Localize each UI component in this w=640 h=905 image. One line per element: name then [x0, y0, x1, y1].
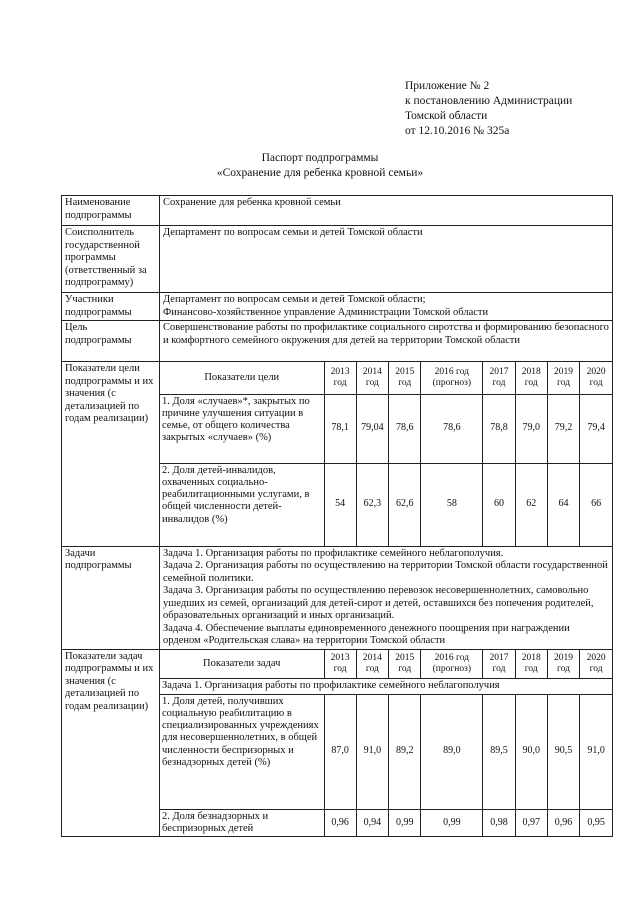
indicator-value: 78,8: [483, 394, 515, 463]
appendix-line: от 12.10.2016 № 325а: [405, 125, 510, 137]
indicator-value: 54: [324, 463, 356, 546]
indicator-value: 64: [547, 463, 579, 546]
indicator-value: 79,4: [580, 394, 612, 463]
year-header: 2019 год: [547, 362, 579, 394]
indicator-value: 89,0: [421, 694, 483, 809]
row-value: Сохранение для ребенка кровной семьи: [160, 196, 613, 226]
row-label: Наименование подпрограммы: [62, 196, 160, 226]
indicator-value: 0,95: [580, 809, 612, 836]
row-label: Показатели цели подпрограммы и их значения (с детализацией по годам реализации): [62, 362, 160, 547]
participant: Департамент по вопросам семьи и детей Томской области;: [163, 294, 426, 305]
document-subtitle: «Сохранение для ребенка кровной семьи»: [216, 167, 424, 179]
row-name: [62, 196, 613, 226]
participant: Финансово-хозяйственное управление Администрации Томской области: [163, 306, 489, 318]
year-header: 2017 год: [483, 362, 515, 394]
task-item: Задача 3. Организация работы по осуществлению перевозок несовершеннолетних, самовольно ушедших из семей, организаций для детей-сирот и детей, оставшихся без попечения родителей, образовательных организаций и иных организаций.: [163, 585, 594, 621]
goal-indicators-cell: [160, 362, 613, 547]
table-row: [160, 394, 612, 463]
indicator-value: 78,6: [421, 394, 483, 463]
year-header: 2013 год: [324, 362, 356, 394]
indicator-name: 1. Доля «случаев»*, закрытых по причине улучшения ситуации в семье, от общего количества закрытых «случаев» (%): [160, 394, 324, 463]
year-header: 2014 год: [356, 362, 388, 394]
year-header: 2019 год: [547, 650, 579, 679]
row-value: Департамент по вопросам семьи и детей Томской области: [160, 226, 613, 293]
indicator-value: 89,2: [389, 694, 421, 809]
row-task-indicators: [62, 649, 613, 837]
indicator-value: 62,3: [356, 463, 388, 546]
indicator-header-row: [160, 362, 612, 394]
year-header: 2016 год (прогноз): [421, 650, 483, 679]
indicator-value: 90,0: [515, 694, 547, 809]
indicator-value: 90,5: [547, 694, 579, 809]
appendix-line: Томской области: [405, 110, 488, 122]
task-heading-row: [160, 679, 612, 695]
goal-indicators-table: [160, 362, 612, 546]
task-heading: Задача 1. Организация работы по профилактике семейного неблагополучия: [160, 679, 612, 695]
indicator-value: 60: [483, 463, 515, 546]
row-goal-indicators: [62, 362, 613, 547]
indicator-value: 89,5: [483, 694, 515, 809]
table-row: [160, 809, 612, 836]
task-item: Задача 4. Обеспечение выплаты единовременного денежного поощрения при награждении орденом «Родительская слава» на территории Томской области: [163, 622, 570, 646]
indicator-value: 62,6: [389, 463, 421, 546]
year-header: 2020 год: [580, 650, 612, 679]
indicator-value: 66: [580, 463, 612, 546]
indicator-value: 79,04: [356, 394, 388, 463]
indicator-name: 2. Доля детей-инвалидов, охваченных социально-реабилитационными услугами, в общей численности детей-инвалидов (%): [160, 463, 324, 546]
indicator-value: 91,0: [580, 694, 612, 809]
indicator-value: 79,0: [515, 394, 547, 463]
indicator-value: 78,6: [389, 394, 421, 463]
row-goal: [62, 321, 613, 362]
document-title: Паспорт подпрограммы: [261, 152, 379, 164]
appendix-line: Приложение № 2: [405, 80, 490, 92]
row-label: Соисполнитель государственной программы (ответственный за подпрограмму): [62, 226, 160, 293]
tasks-list: [160, 546, 613, 649]
passport-table: [61, 195, 613, 837]
task-indicators-cell: [160, 649, 613, 837]
row-coexecutor: [62, 226, 613, 293]
indicator-value: 91,0: [356, 694, 388, 809]
task-item: Задача 1. Организация работы по профилактике семейного неблагополучия.: [163, 547, 504, 559]
row-value: Совершенствование работы по профилактике социального сиротства и формированию безопасного и комфортного семейного окружения для детей на территории Томской области: [160, 321, 613, 362]
row-participants: [62, 293, 613, 321]
year-header: 2016 год (прогноз): [421, 362, 483, 394]
row-label: Цель подпрограммы: [62, 321, 160, 362]
indicator-value: 0,97: [515, 809, 547, 836]
row-tasks: [62, 546, 613, 649]
table-row: [160, 694, 612, 809]
appendix-line: к постановлению Администрации: [405, 95, 573, 107]
task-item: Задача 2. Организация работы по осуществлению на территории Томской области государственной семейной политики.: [163, 560, 608, 584]
indicator-name: 2. Доля безнадзорных и беспризорных детей: [160, 809, 324, 836]
year-header: 2018 год: [515, 362, 547, 394]
year-header: 2013 год: [324, 650, 356, 679]
indicator-value: 0,96: [547, 809, 579, 836]
task-indicators-table: [160, 650, 612, 837]
indicator-value: 78,1: [324, 394, 356, 463]
row-value: [160, 293, 613, 321]
indicator-header: Показатели задач: [160, 650, 324, 679]
appendix-block: [405, 79, 572, 139]
year-header: 2015 год: [389, 650, 421, 679]
indicator-value: 0,96: [324, 809, 356, 836]
indicator-value: 0,94: [356, 809, 388, 836]
indicator-header: Показатели цели: [160, 362, 324, 394]
table-row: [160, 463, 612, 546]
indicator-value: 58: [421, 463, 483, 546]
indicator-value: 0,99: [421, 809, 483, 836]
year-header: 2017 год: [483, 650, 515, 679]
year-header: 2014 год: [356, 650, 388, 679]
indicator-value: 87,0: [324, 694, 356, 809]
row-label: Участники подпрограммы: [62, 293, 160, 321]
year-header: 2020 год: [580, 362, 612, 394]
row-label: Показатели задач подпрограммы и их значения (с детализацией по годам реализации): [62, 649, 160, 837]
indicator-value: 0,99: [389, 809, 421, 836]
indicator-value: 0,98: [483, 809, 515, 836]
year-header: 2018 год: [515, 650, 547, 679]
indicator-name: 1. Доля детей, получивших социальную реабилитацию в специализированных учреждениях для несовершеннолетних, в общей численности беспризорных и безнадзорных детей (%): [160, 694, 324, 809]
indicator-header-row: [160, 650, 612, 679]
year-header: 2015 год: [389, 362, 421, 394]
indicator-value: 79,2: [547, 394, 579, 463]
indicator-value: 62: [515, 463, 547, 546]
row-label: Задачи подпрограммы: [62, 546, 160, 649]
